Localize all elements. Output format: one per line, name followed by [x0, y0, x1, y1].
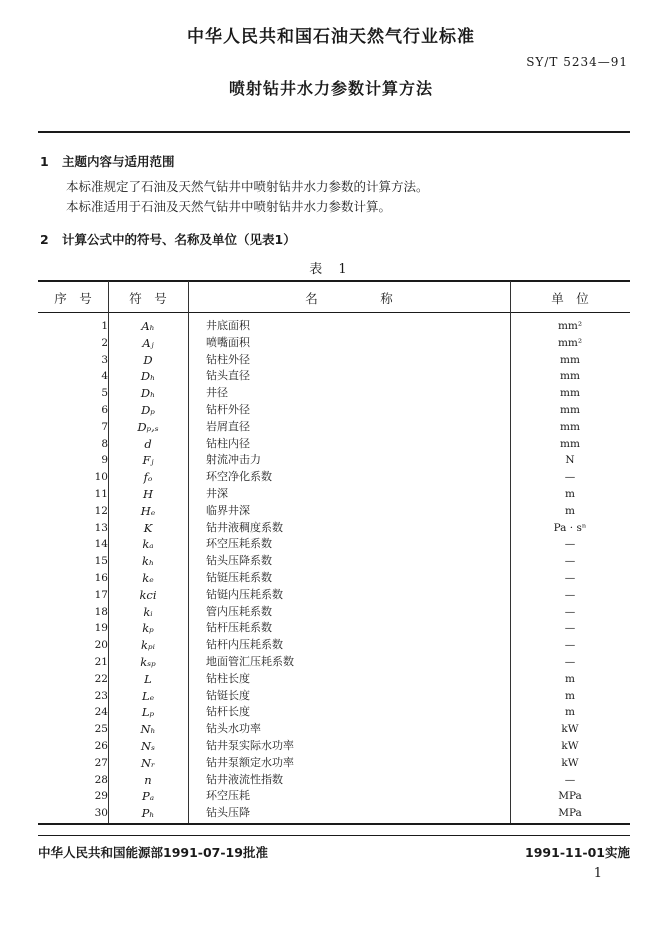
table-row — [38, 486, 630, 503]
table-row — [38, 335, 630, 352]
header-rule — [38, 131, 630, 133]
row-number-text: 2 — [101, 336, 108, 349]
table-row — [38, 604, 630, 621]
row-symbol: K — [143, 520, 153, 535]
row-number — [38, 637, 108, 654]
table-row — [38, 452, 630, 469]
row-unit: m — [565, 487, 575, 500]
row-unit: mm — [560, 403, 580, 416]
row-name: 钻头压降 — [206, 806, 250, 820]
row-number — [38, 402, 108, 419]
row-number-text: 6 — [101, 403, 108, 416]
row-name: 井径 — [206, 386, 228, 400]
row-name: 喷嘴面积 — [206, 335, 250, 349]
row-number-text: 30 — [94, 807, 108, 820]
row-number — [38, 335, 108, 352]
row-number-text: 19 — [94, 622, 108, 635]
row-symbol: H — [142, 486, 154, 501]
row-name: 射流冲击力 — [206, 453, 261, 467]
row-number — [38, 704, 108, 721]
row-number-text: 18 — [94, 605, 108, 618]
row-unit: mm — [560, 353, 580, 366]
row-name: 钻头直径 — [206, 369, 250, 383]
table-row — [38, 385, 630, 402]
section-1-paragraph-1: 本标准规定了石油及天然气钻井中喷射钻井水力参数的计算方法。 — [66, 179, 429, 194]
row-symbol: fₒ — [143, 470, 153, 485]
row-number — [38, 385, 108, 402]
table-row — [38, 469, 630, 486]
row-name: 钻柱内径 — [206, 436, 250, 450]
section-1-paragraph-2: 本标准适用于石油及天然气钻井中喷射钻井水力参数计算。 — [66, 199, 392, 214]
row-unit: — — [564, 773, 576, 786]
row-number — [38, 368, 108, 385]
row-number — [38, 604, 108, 621]
row-number — [38, 503, 108, 520]
row-number — [38, 738, 108, 755]
header-symbol: 符 号 — [129, 291, 167, 306]
row-symbol: kₕ — [142, 554, 154, 569]
row-name: 钻柱长度 — [206, 671, 250, 685]
row-name: 钻杆压耗系数 — [206, 621, 272, 635]
row-symbol: kₚᵢ — [141, 638, 155, 653]
row-number — [38, 419, 108, 436]
row-number-text: 17 — [94, 588, 108, 601]
row-number — [38, 486, 108, 503]
row-symbol: d — [144, 436, 152, 451]
row-number — [38, 587, 108, 604]
table-row — [38, 570, 630, 587]
row-number-text: 1 — [101, 320, 108, 332]
row-symbol: Dₚ — [141, 402, 155, 417]
row-name: 钻井液稠度系数 — [206, 520, 283, 534]
row-name: 岩屑直径 — [206, 419, 250, 433]
row-name: 钻井液流性指数 — [206, 772, 283, 786]
table-row — [38, 788, 630, 805]
table-row — [38, 805, 630, 822]
row-name: 井底面积 — [206, 319, 250, 332]
row-number — [38, 654, 108, 671]
section-2-heading — [40, 230, 296, 248]
row-unit: — — [564, 639, 576, 652]
row-symbol: Nₕ — [140, 722, 156, 737]
section-2-number: 2 — [40, 232, 49, 247]
row-name: 地面管汇压耗系数 — [206, 654, 294, 668]
row-number-text: 14 — [94, 538, 108, 551]
row-number — [38, 620, 108, 637]
row-symbol: Pₕ — [141, 806, 155, 821]
row-unit: N — [565, 454, 575, 467]
approval-text: 中华人民共和国能源部1991-07-19批准 — [38, 845, 268, 860]
row-name: 环空压耗系数 — [206, 537, 272, 551]
table-bottom-rule — [38, 823, 630, 825]
row-number — [38, 688, 108, 705]
row-unit: MPa — [558, 790, 582, 803]
row-number — [38, 352, 108, 369]
table-row — [38, 503, 630, 520]
row-number-text: 24 — [94, 706, 108, 719]
row-symbol: n — [144, 772, 152, 787]
table-row — [38, 738, 630, 755]
row-name: 钻头水功率 — [206, 722, 261, 736]
table-row — [38, 368, 630, 385]
row-symbol: Fⱼ — [142, 453, 154, 468]
row-unit: — — [564, 622, 576, 635]
row-number-text: 10 — [94, 471, 108, 484]
row-name: 钻井泵实际水功率 — [206, 738, 294, 752]
row-number — [38, 671, 108, 688]
row-unit: mm — [560, 437, 580, 450]
table-row — [38, 704, 630, 721]
row-number-text: 26 — [94, 739, 108, 752]
row-unit: m — [565, 672, 575, 685]
row-name: 钻柱外径 — [206, 352, 250, 366]
row-unit: kW — [561, 739, 579, 752]
row-unit: mm² — [557, 336, 583, 349]
table-row — [38, 620, 630, 637]
row-symbol: Nᵣ — [140, 755, 156, 770]
row-number-text: 23 — [94, 689, 108, 702]
row-unit: m — [565, 706, 575, 719]
row-name: 环空压耗 — [206, 789, 250, 803]
section-1-number: 1 — [40, 154, 49, 169]
row-symbol: Dₕ — [140, 369, 156, 384]
row-unit: — — [564, 588, 576, 601]
row-number-text: 5 — [101, 387, 108, 400]
row-name: 钻杆内压耗系数 — [206, 638, 283, 652]
row-unit: — — [564, 538, 576, 551]
table-row — [38, 721, 630, 738]
page-number: 1 — [593, 866, 602, 881]
row-unit: — — [564, 471, 576, 484]
row-symbol: kᵢ — [143, 604, 153, 619]
row-unit: kW — [561, 756, 579, 769]
section-1-title: 主题内容与适用范围 — [62, 154, 175, 169]
row-symbol: D — [143, 352, 153, 367]
row-number-text: 11 — [94, 487, 108, 500]
row-number — [38, 469, 108, 486]
row-name: 钻铤压耗系数 — [206, 570, 272, 584]
row-unit: mm — [560, 370, 580, 383]
table-row — [38, 419, 630, 436]
row-number-text: 27 — [94, 756, 108, 769]
header-unit: 单 位 — [551, 291, 589, 306]
row-symbol: Lₑ — [141, 688, 155, 703]
row-number-text: 8 — [101, 437, 108, 450]
row-symbol: L — [144, 671, 152, 686]
row-unit: m — [565, 689, 575, 702]
table-row — [38, 553, 630, 570]
row-symbol: kₐ — [142, 537, 154, 552]
section-2-title: 计算公式中的符号、名称及单位（见表1） — [62, 232, 296, 247]
row-unit: Pa · sⁿ — [553, 521, 587, 534]
row-symbol: Nₛ — [141, 738, 155, 753]
table-row — [38, 318, 630, 335]
row-symbol: Dₕ — [140, 386, 156, 401]
row-number-text: 20 — [94, 639, 108, 652]
row-unit: — — [564, 655, 576, 668]
row-number-text: 9 — [101, 454, 108, 467]
table-row — [38, 520, 630, 537]
row-number-text: 3 — [101, 353, 108, 366]
row-unit: mm — [560, 387, 580, 400]
row-number — [38, 805, 108, 822]
row-name: 管内压耗系数 — [206, 604, 272, 618]
table-row — [38, 772, 630, 789]
row-number — [38, 318, 108, 335]
table-row — [38, 402, 630, 419]
row-unit: MPa — [558, 807, 582, 820]
row-number — [38, 436, 108, 453]
row-unit: — — [564, 555, 576, 568]
row-symbol: kₑ — [142, 570, 154, 585]
row-symbol: Pₐ — [141, 789, 155, 804]
header-no: 序 号 — [54, 291, 92, 306]
row-number-text: 7 — [101, 420, 108, 433]
table-row — [38, 671, 630, 688]
table-row — [38, 587, 630, 604]
row-name: 井深 — [206, 486, 228, 500]
row-symbol: kₚ — [142, 621, 154, 636]
row-name: 临界井深 — [206, 503, 250, 517]
row-number — [38, 520, 108, 537]
row-number-text: 22 — [94, 672, 108, 685]
table-row — [38, 352, 630, 369]
row-number-text: 12 — [94, 504, 108, 517]
row-number — [38, 755, 108, 772]
row-name: 钻头压降系数 — [206, 554, 272, 568]
section-1-heading — [40, 152, 175, 170]
row-symbol: Dₚ,ₛ — [137, 419, 159, 434]
row-unit: mm² — [557, 320, 583, 332]
row-symbol: kci — [139, 587, 157, 602]
row-symbol: kₛₚ — [140, 654, 156, 669]
row-number-text: 25 — [94, 723, 108, 736]
row-number — [38, 721, 108, 738]
table-row — [38, 688, 630, 705]
row-number — [38, 536, 108, 553]
standard-code: SY/T 5234—91 — [526, 55, 628, 69]
table-row — [38, 637, 630, 654]
table-top-rule — [38, 280, 630, 282]
row-symbol: Aₕ — [141, 319, 155, 333]
row-name: 环空净化系数 — [206, 470, 272, 484]
row-number-text: 15 — [94, 555, 108, 568]
row-symbol: Aⱼ — [142, 335, 154, 350]
row-unit: — — [564, 571, 576, 584]
row-unit: — — [564, 605, 576, 618]
row-symbol: Lₚ — [141, 705, 155, 720]
row-symbol: Hₑ — [140, 503, 156, 518]
row-number — [38, 553, 108, 570]
row-number-text: 4 — [101, 370, 108, 383]
row-number-text: 28 — [94, 773, 108, 786]
row-number — [38, 570, 108, 587]
standard-title: 中华人民共和国石油天然气行业标准 — [187, 27, 475, 47]
table-body — [38, 318, 630, 822]
row-name: 钻铤长度 — [206, 688, 250, 702]
table-caption: 表 1 — [309, 262, 353, 277]
row-name: 钻杆长度 — [206, 705, 250, 719]
table-row — [38, 755, 630, 772]
table-row — [38, 654, 630, 671]
implementation-text: 1991-11-01实施 — [525, 845, 630, 860]
header-name: 名 称 — [305, 291, 393, 306]
row-name: 钻铤内压耗系数 — [206, 587, 283, 601]
row-unit: m — [565, 504, 575, 517]
row-unit: kW — [561, 723, 579, 736]
row-name: 钻杆外径 — [206, 402, 250, 416]
row-number — [38, 772, 108, 789]
table-row — [38, 536, 630, 553]
row-number-text: 13 — [94, 521, 108, 534]
row-number-text: 21 — [94, 655, 108, 668]
document-title: 喷射钻井水力参数计算方法 — [228, 79, 433, 98]
row-number-text: 16 — [94, 571, 108, 584]
footer-rule — [38, 835, 630, 836]
row-unit: mm — [560, 420, 580, 433]
row-number-text: 29 — [94, 790, 108, 803]
row-name: 钻井泵额定水功率 — [206, 755, 294, 769]
table-header-rule — [38, 312, 630, 313]
row-number — [38, 452, 108, 469]
table-row — [38, 436, 630, 453]
row-number — [38, 788, 108, 805]
